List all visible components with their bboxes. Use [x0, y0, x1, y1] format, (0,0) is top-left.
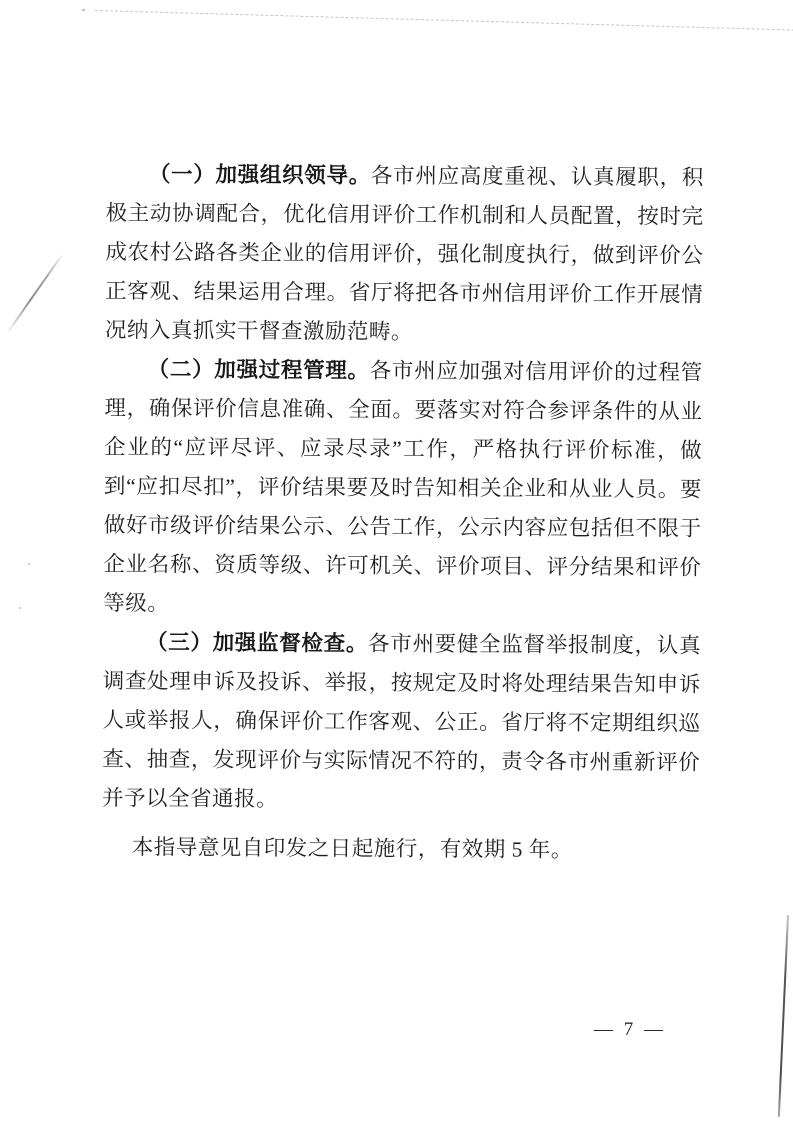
section-strengthen-organizational-leadership — [105, 155, 704, 354]
section-first-line-text: 各市州要健全监督举报制度，认真 — [368, 631, 702, 658]
section-heading: （二）加强过程管理。 — [147, 357, 370, 383]
section-first-line-text: 各市州应加强对信用评价的过程管 — [369, 358, 703, 385]
text-line: 做好市级评价结果公示、公告工作，公示内容应包括但不限于 — [103, 512, 702, 541]
text-line-last: 况纳入真抓实干督查激励范畴。 — [104, 317, 414, 344]
text-line: 理，确保评价信息准确、全面。要落实对符合参评条件的从业 — [104, 395, 703, 424]
section-heading: （三）加强监督检查。 — [145, 630, 369, 656]
text-line: 企业的“应评尽评、应录尽录”工作，严格执行评价标准，做 — [104, 434, 703, 463]
text-line-last: 并予以全省通报。 — [101, 785, 279, 812]
scan-diagonal-slash-artifact — [7, 254, 63, 332]
text-line: 成农村公路各类企业的信用评价，强化制度执行，做到评价公 — [105, 239, 704, 268]
scan-speck-artifact — [82, 9, 85, 11]
closing-line: 本指导意见自印发之日起施行，有效期 5 年。 — [131, 835, 573, 862]
section-first-line — [105, 350, 703, 393]
section-strengthen-supervision-inspection — [102, 623, 701, 822]
section-heading: （一）加强组织领导。 — [148, 162, 372, 188]
text-line: 查、抽查，发现评价与实际情况不符的，责令各市州重新评价 — [102, 746, 701, 775]
text-line: 极主动协调配合，优化信用评价工作机制和人员配置，按时完 — [105, 200, 704, 229]
section-strengthen-process-management — [103, 350, 703, 627]
text-line-last: 等级。 — [103, 590, 170, 616]
section-first-line — [103, 623, 701, 666]
scan-dot-artifact — [28, 563, 30, 565]
text-line: 人或举报人，确保评价工作客观、公正。省厅将不定期组织巡 — [102, 707, 701, 736]
scan-dot-artifact — [19, 607, 21, 609]
text-line: 调查处理申诉及投诉、举报，按规定及时将处理结果告知申诉 — [102, 668, 701, 697]
page-number: — 7 — — [594, 1019, 666, 1040]
document-body — [102, 155, 704, 871]
text-line: 企业名称、资质等级、许可机关、评价项目、评分结果和评价 — [103, 551, 702, 580]
text-line: 到“应扣尽扣”，评价结果要及时告知相关企业和从业人员。要 — [103, 473, 703, 502]
scan-right-edge-line-artifact — [778, 915, 789, 1117]
section-first-line-text: 各市州应高度重视、认真履职，积 — [370, 163, 704, 190]
scan-top-dashed-line-artifact — [95, 10, 793, 31]
section-first-line — [106, 155, 704, 198]
text-line: 正客观、结果运用合理。省厅将把各市州信用评价工作开展情 — [105, 278, 704, 307]
